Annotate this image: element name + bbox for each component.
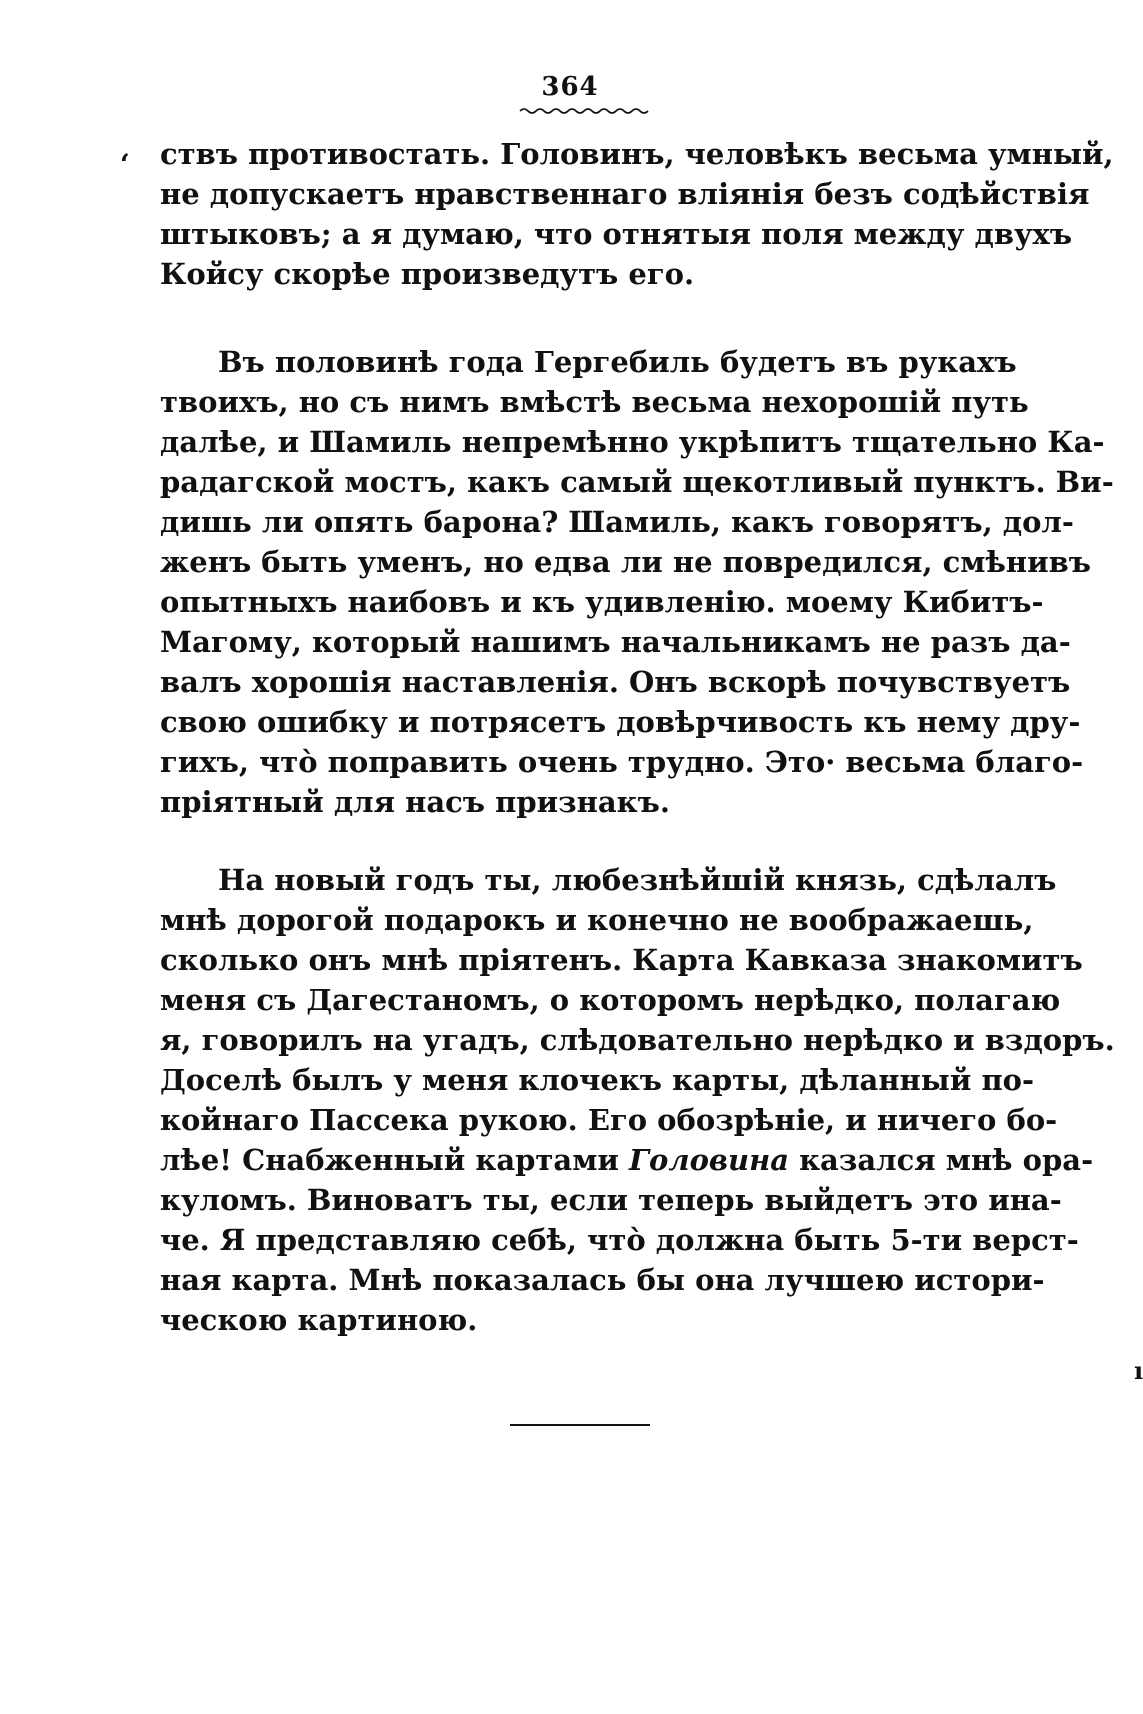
text-line: Койсу скорѣе произведутъ его. xyxy=(160,257,695,291)
text-line: ческою картиною. xyxy=(160,1303,478,1337)
text-line: че. Я представляю себѣ, что̀ должна быть 5-ти верст- xyxy=(160,1223,1079,1257)
margin-mark-left: ʻ xyxy=(120,148,130,181)
text-line: пріятный для насъ признакъ. xyxy=(160,785,670,819)
text-line: Магому, который нашимъ начальникамъ не разъ да- xyxy=(160,625,1071,659)
text-line: я, говорилъ на угадъ, слѣдовательно нерѣдко и вздоръ. xyxy=(160,1023,1115,1057)
text-line: твоихъ, но съ нимъ вмѣстѣ весьма нехорошій путь xyxy=(160,385,1029,419)
text-line: не допускаетъ нравственнаго вліянія безъ содѣйствія xyxy=(160,177,1090,211)
text-line: гихъ, что̀ поправить очень трудно. Это· весьма благо- xyxy=(160,745,1084,779)
text-line: койнаго Пассека рукою. Его обозрѣніе, и ничего бо- xyxy=(160,1103,1058,1137)
margin-mark-right: ı xyxy=(1134,1356,1143,1385)
text-line: опытныхъ наибовъ и къ удивленію. моему Кибитъ- xyxy=(160,585,1044,619)
text-line: штыковъ; а я думаю, что отнятыя поля между двухъ xyxy=(160,217,1073,251)
text-line: радагской мостъ, какъ самый щекотливый пунктъ. Ви- xyxy=(160,465,1114,499)
text-line: мнѣ дорогой подарокъ и конечно не воображаешь, xyxy=(160,903,1034,937)
text-line-with-emphasis xyxy=(160,1140,1094,1180)
text-line: далѣе, и Шамиль непремѣнно укрѣпитъ тщательно Ка- xyxy=(160,425,1105,459)
text-line: валъ хорошія наставленія. Онъ вскорѣ почувствуетъ xyxy=(160,665,1071,699)
text-line: ная карта. Мнѣ показалась бы она лучшею истори- xyxy=(160,1263,1045,1297)
text-line: ствъ противостать. Головинъ, человѣкъ весьма умный, xyxy=(160,137,1114,171)
paragraph-1 xyxy=(160,134,1114,294)
text-line: женъ быть уменъ, но едва ли не повредился, смѣнивъ xyxy=(160,545,1092,579)
end-rule-divider xyxy=(510,1424,650,1426)
emphasized-word: Головина xyxy=(629,1143,789,1177)
text-line: сколько онъ мнѣ пріятенъ. Карта Кавказа знакомитъ xyxy=(160,943,1083,977)
text-line: На новый годъ ты, любезнѣйшій князь, сдѣлалъ xyxy=(218,863,1057,897)
text-line: куломъ. Виноватъ ты, если теперь выйдетъ это ина- xyxy=(160,1183,1062,1217)
page-number: 364 xyxy=(541,72,599,102)
text-segment: лѣе! Снабженный картами xyxy=(160,1143,619,1177)
text-line: меня съ Дагестаномъ, о которомъ нерѣдко, полагаю xyxy=(160,983,1061,1017)
text-line: свою ошибку и потрясетъ довѣрчивость къ нему дру- xyxy=(160,705,1081,739)
text-segment: казался мнѣ ора- xyxy=(799,1143,1094,1177)
paragraph-2 xyxy=(160,342,1114,822)
text-line: дишь ли опять барона? Шамиль, какъ говорятъ, дол- xyxy=(160,505,1074,539)
wavy-rule-ornament xyxy=(520,106,650,116)
paragraph-3 xyxy=(160,860,1115,1340)
text-line: Доселѣ былъ у меня клочекъ карты, дѣланный по- xyxy=(160,1063,1035,1097)
text-line: Въ половинѣ года Гергебиль будетъ въ рукахъ xyxy=(218,345,1017,379)
